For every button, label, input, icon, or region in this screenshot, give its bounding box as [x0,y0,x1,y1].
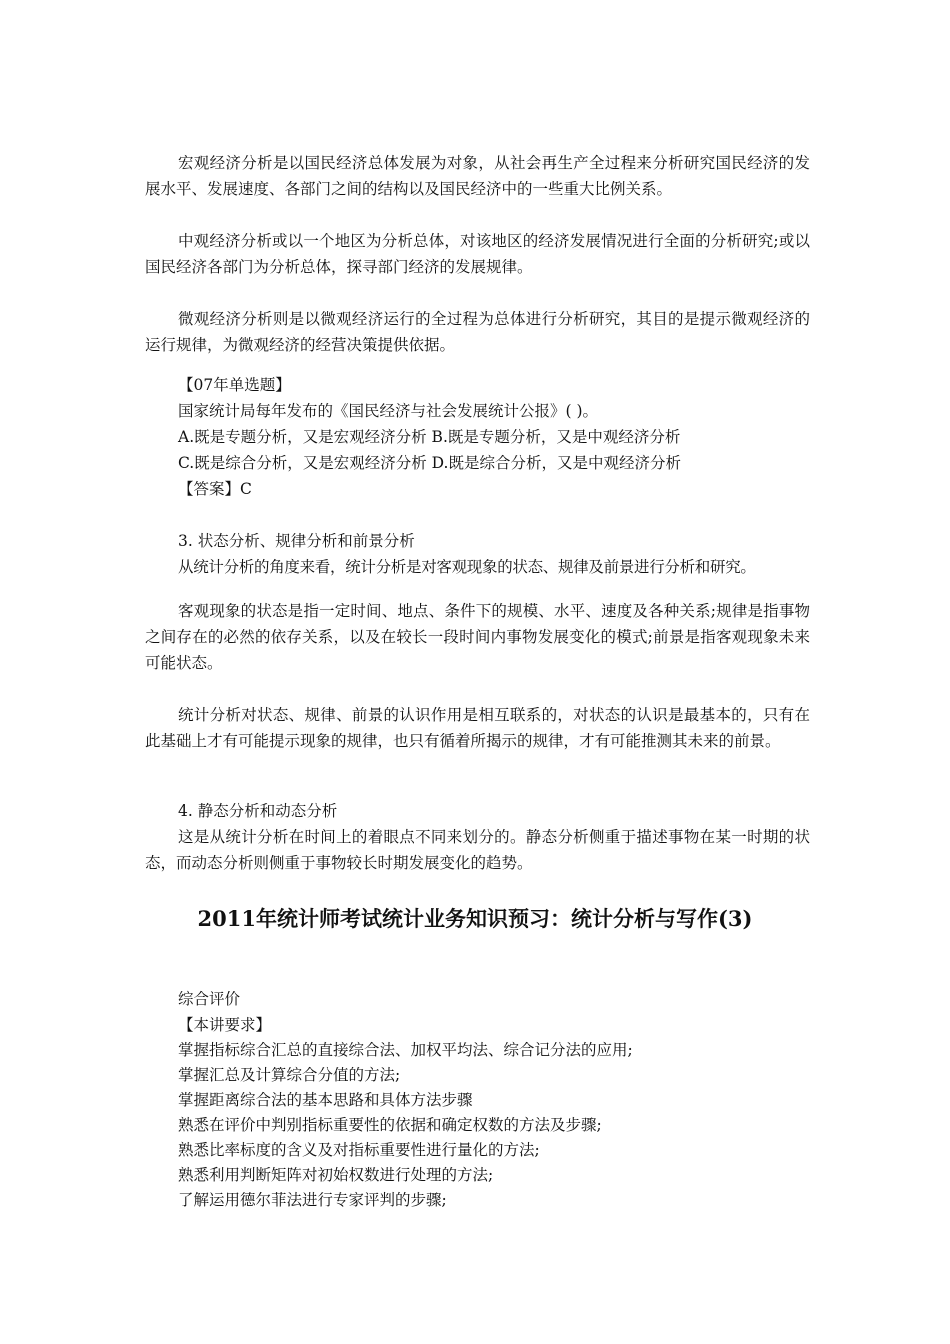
evaluation-requirements-tag: 【本讲要求】 [178,1016,272,1034]
section3-heading: 3. 状态分析、规律分析和前景分析 [178,532,415,550]
requirement-item-5: 熟悉比率标度的含义及对指标重要性进行量化的方法; [178,1141,540,1159]
paragraph-meso-analysis: 中观经济分析或以一个地区为分析总体，对该地区的经济发展情况进行全面的分析研究;或以国民经济各部门为分析总体，探寻部门经济的发展规律。 [145,232,810,276]
requirement-item-1: 掌握指标综合汇总的直接综合法、加权平均法、综合记分法的应用; [178,1041,633,1059]
evaluation-heading: 综合评价 [178,990,241,1008]
requirement-item-2: 掌握汇总及计算综合分值的方法; [178,1066,401,1084]
requirement-item-7: 了解运用德尔菲法进行专家评判的步骤; [178,1191,447,1209]
paragraph-macro-analysis: 宏观经济分析是以国民经济总体发展为对象，从社会再生产全过程来分析研究国民经济的发展水平、发展速度、各部门之间的结构以及国民经济中的一些重大比例关系。 [145,154,810,198]
requirement-item-4: 熟悉在评价中判别指标重要性的依据和确定权数的方法及步骤; [178,1116,602,1134]
section3-intro: 从统计分析的角度来看，统计分析是对客观现象的状态、规律及前景进行分析和研究。 [178,558,756,576]
article-title: 2011年统计师考试统计业务知识预习：统计分析与写作(3) [197,906,753,931]
requirement-item-6: 熟悉利用判断矩阵对初始权数进行处理的方法; [178,1166,494,1184]
paragraph-micro-analysis: 微观经济分析则是以微观经济运行的全过程为总体进行分析研究，其目的是提示微观经济的运行规律，为微观经济的经营决策提供依据。 [145,310,810,354]
section3-paragraph-state: 客观现象的状态是指一定时间、地点、条件下的规模、水平、速度及各种关系;规律是指事物之间存在的必然的依存关系，以及在较长一段时间内事物发展变化的模式;前景是指客观现象未来可能状态。 [145,602,810,672]
question-answer: 【答案】C [178,480,252,498]
question-stem: 国家统计局每年发布的《国民经济与社会发展统计公报》( )。 [178,402,599,420]
question-options-ab: A.既是专题分析，又是宏观经济分析 B.既是专题分析，又是中观经济分析 [178,428,681,446]
question-options-cd: C.既是综合分析，又是宏观经济分析 D.既是综合分析，又是中观经济分析 [178,454,681,472]
section3-paragraph-relation: 统计分析对状态、规律、前景的认识作用是相互联系的，对状态的认识是最基本的，只有在此基础上才有可能提示现象的规律，也只有循着所揭示的规律，才有可能推测其未来的前景。 [145,706,810,750]
section4-heading: 4. 静态分析和动态分析 [178,802,338,820]
question-tag: 【07年单选题】 [178,376,291,394]
requirement-item-3: 掌握距离综合法的基本思路和具体方法步骤 [178,1091,473,1109]
section4-paragraph: 这是从统计分析在时间上的着眼点不同来划分的。静态分析侧重于描述事物在某一时期的状态，而动态分析则侧重于事物较长时期发展变化的趋势。 [145,828,810,872]
